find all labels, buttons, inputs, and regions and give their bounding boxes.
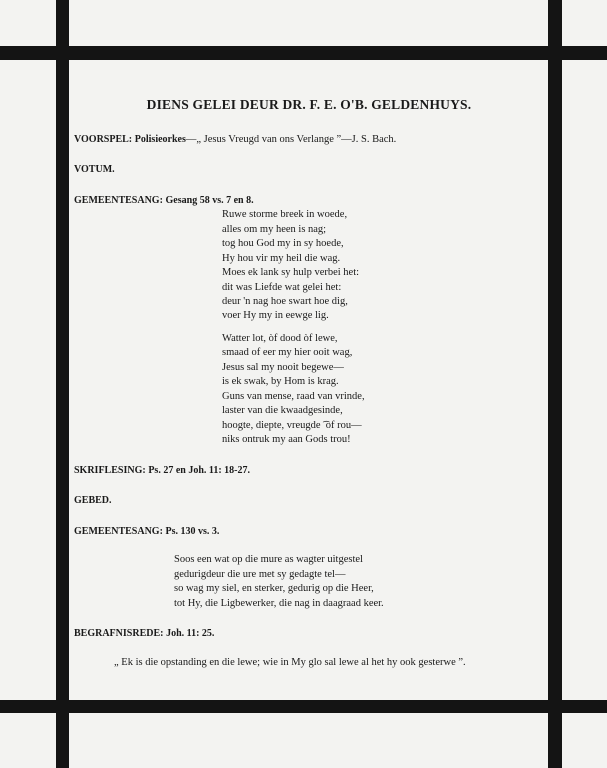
psalm-stanza xyxy=(174,553,544,611)
verse-line: hoogte, diepte, vreugde ͡ of rou— xyxy=(222,419,362,431)
gemeentesang-2-label: GEMEENTESANG: xyxy=(74,525,163,537)
section-gebed xyxy=(74,494,544,508)
border-bar-bottom xyxy=(0,700,607,713)
verse-line: smaad of eer my hier ooit wag, xyxy=(222,347,353,359)
verse-line: Guns van mense, raad van vrinde, xyxy=(222,390,365,402)
verse-line: tot Hy, die Ligbewerker, die nag in daagraad keer. xyxy=(174,597,384,609)
verse-line: deur 'n nag hoe swart hoe dig, xyxy=(222,295,348,307)
verse-line: voer Hy my in eewge lig. xyxy=(222,310,329,322)
voorspel-label: VOORSPEL: xyxy=(74,133,133,145)
page-title: DIENS GELEI DEUR DR. F. E. O'B. GELDENHUYS. xyxy=(146,97,472,112)
verse-line: alles om my heen is nag; xyxy=(222,223,327,235)
border-bar-left xyxy=(56,0,69,768)
hymn-stanza-2 xyxy=(222,332,544,448)
section-votum xyxy=(74,163,544,177)
skriflesing-label: SKRIFLESING: xyxy=(74,464,146,476)
begrafnisrede-ref: Joh. 11: 25. xyxy=(166,628,215,640)
border-bar-top xyxy=(0,46,607,60)
gemeentesang-1-label: GEMEENTESANG: xyxy=(74,194,163,206)
verse-line: dit was Liefde wat gelei het: xyxy=(222,281,342,293)
sermon-quote: „ Ek is die opstanding en die lewe; wie in My glo sal lewe al het hy ook gesterwe ”. xyxy=(114,656,466,668)
section-gemeentesang-1 xyxy=(74,194,544,448)
section-skriflesing xyxy=(74,464,544,478)
voorspel-performer: Polisieorkes xyxy=(134,133,186,145)
hymn-stanza-1 xyxy=(222,208,544,324)
verse-line: laster van die kwaadgesinde, xyxy=(222,405,343,417)
votum-label: VOTUM. xyxy=(74,164,115,176)
begrafnisrede-label: BEGRAFNISREDE: xyxy=(74,628,164,640)
order-of-service xyxy=(74,96,544,686)
verse-line: tog hou God my in sy hoede, xyxy=(222,238,344,250)
gebed-label: GEBED. xyxy=(74,495,112,507)
verse-line: Ruwe storme breek in woede, xyxy=(222,209,348,221)
verse-line: is ek swak, by Hom is krag. xyxy=(222,376,339,388)
gemeentesang-1-ref: Gesang 58 vs. 7 en 8. xyxy=(165,194,254,206)
verse-line: Hy hou vir my heil die wag. xyxy=(222,252,341,264)
section-gemeentesang-2 xyxy=(74,525,544,611)
section-voorspel xyxy=(74,133,544,147)
skriflesing-ref: Ps. 27 en Joh. 11: 18-27. xyxy=(148,464,250,476)
verse-line: Moes ek lank sy hulp verbei het: xyxy=(222,267,360,279)
verse-line: niks ontruk my aan Gods trou! xyxy=(222,434,351,446)
verse-line: Watter lot, òf dood òf lewe, xyxy=(222,332,338,344)
verse-line: gedurigdeur die ure met sy gedagte tel— xyxy=(174,568,346,580)
verse-line: Jesus sal my nooit begewe— xyxy=(222,361,344,373)
verse-line: so wag my siel, en sterker, gedurig op die Heer, xyxy=(174,583,374,595)
gemeentesang-2-ref: Ps. 130 vs. 3. xyxy=(165,525,220,537)
verse-line: Soos een wat op die mure as wagter uitgestel xyxy=(174,554,363,566)
voorspel-piece: —„ Jesus Vreugd van ons Verlange ”—J. S. Bach. xyxy=(185,133,397,145)
border-bar-right xyxy=(548,0,562,768)
section-begrafnisrede xyxy=(74,627,544,670)
